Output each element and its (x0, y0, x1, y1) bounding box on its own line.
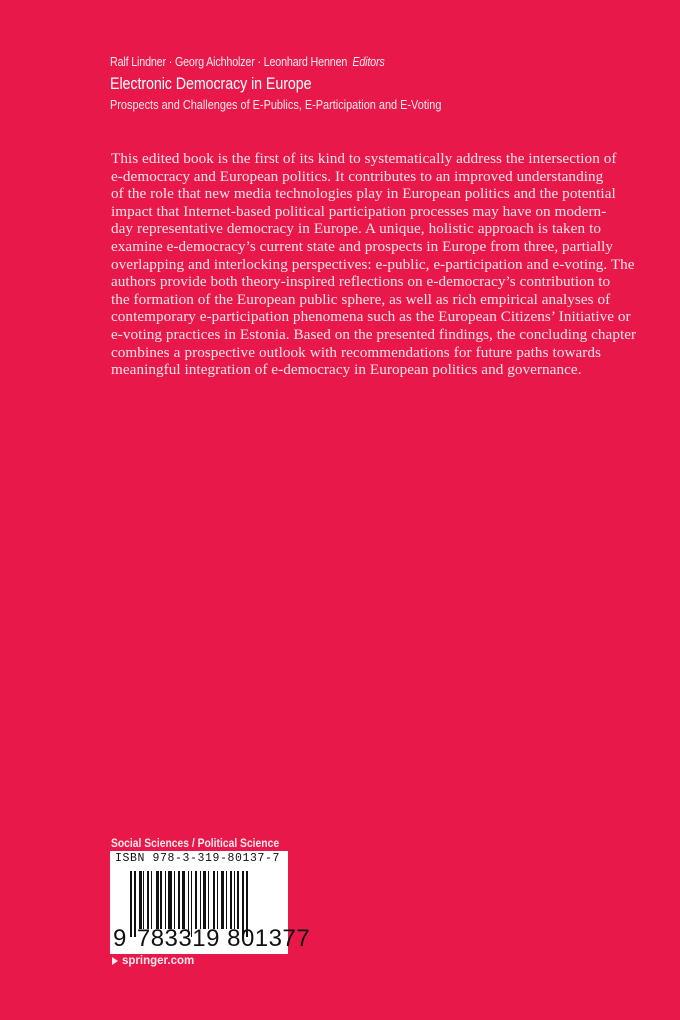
editors-line (110, 55, 449, 70)
blurb-line: overlapping and interlocking perspectives: e-public, e-participation and e-voting. The (111, 255, 635, 273)
editors-role: Editors (352, 55, 385, 69)
blurb-line: meaningful integration of e-democracy in European politics and governance. (111, 361, 582, 379)
blurb-line: examine e-democracy’s current state and prospects in Europe from three, partially (111, 237, 614, 255)
website-label: springer.com (122, 955, 195, 967)
blurb-line: impact that Internet-based political participation processes may have on modern- (111, 202, 607, 220)
publisher-website (112, 955, 194, 967)
blurb-line: contemporary e-participation phenomena such as the European Citizens’ Initiative or (111, 308, 631, 326)
subject-category: Social Sciences / Political Science (111, 836, 280, 850)
book-subtitle: Prospects and Challenges of E-Publics, E-Participation and E-Voting (110, 97, 442, 112)
blurb-line: of the role that new media technologies play in European politics and the potential (111, 185, 616, 203)
book-title: Electronic Democracy in Europe (110, 74, 312, 93)
isbn-label: ISBN 978-3-319-80137-7 (115, 852, 281, 865)
blurb-line: authors provide both theory-inspired reflections on e-democracy’s contribution to (111, 273, 611, 291)
barcode-bars-icon (130, 871, 280, 933)
cover-header (110, 55, 505, 113)
blurb-line: e-voting practices in Estonia. Based on the presented findings, the concluding chapter (111, 325, 637, 343)
blurb-line: combines a prospective outlook with recommendations for future paths towards (111, 343, 601, 361)
barcode-number (113, 926, 310, 952)
editors-names: Ralf Lindner · Georg Aichholzer · Leonhard Hennen (110, 55, 348, 69)
barcode-digits: 783319 801377 (136, 925, 311, 952)
play-arrow-icon (112, 957, 118, 965)
isbn-barcode (110, 851, 311, 954)
barcode-first-digit: 9 (113, 925, 127, 952)
blurb-line: This edited book is the first of its kind to systematically address the intersection of (111, 150, 617, 167)
blurb-paragraph (111, 150, 637, 379)
blurb-line: day representative democracy in Europe. A unique, holistic approach is taken to (111, 220, 601, 238)
blurb-line: the formation of the European public sphere, as well as rich empirical analyses of (111, 290, 611, 308)
blurb-line: e-democracy and European politics. It contributes to an improved understanding (111, 167, 604, 185)
